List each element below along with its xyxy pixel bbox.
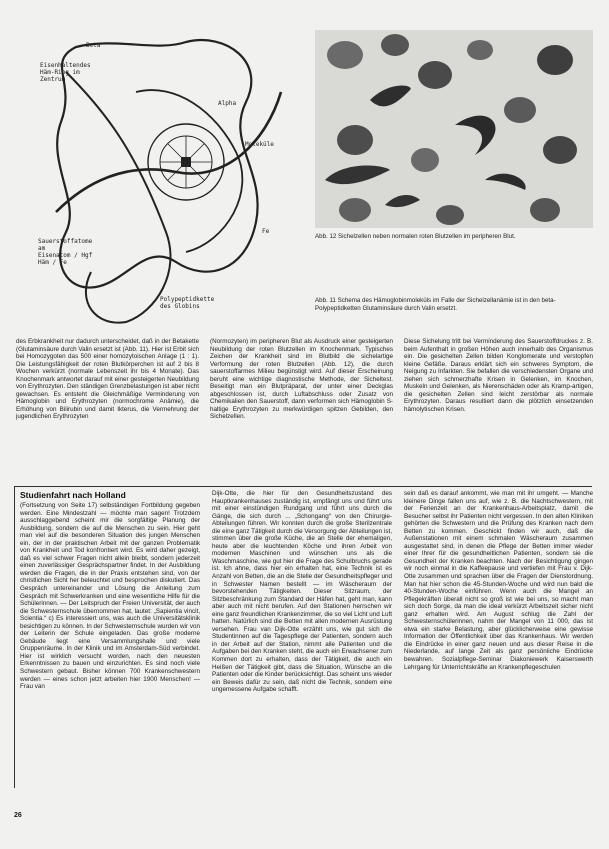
box-column-3: sein daß es darauf ankommt, wie man mit ihr umgeht. — Manche kleinere Dinge fallen uns auf, wie z. B. die Nachtschwestern, mit der Ferienzeit an der Krankenhaus-Arbeitsplatz, damit die Besucher selbst ihr Patienten nicht vergessen. In den alten Kliniken gehörten die Schwestern und die Prüfung des Kranken nach dem Betten zu kommen. Geschickt finden wir auch, daß die Außenstationen mit einem schmalen Wäscheraum zusammen ausgestattet sind, in denen die Pflege der Betten immer wieder einer Ihrer für die gesundheitlichen Patienten, sondern sie die Gesundheit der Kranken beachten. Nach der Besichtigung gingen wir noch einmal in die Kaffeepause und vertiefen mit Frau v. Dijk-Otte zusammen und sprachen über die Fragen der Dienstordnung. Man hat hier schon die 45-Stunden-Woche und wird nun bald die 40-Stunden-Woche einführen. Wenn auch die Mangel an Pflegekräften überall nicht so groß ist wie bei uns, so macht man sich doch Sorge, da man die ideal verkürzt Arbeitszeit sicher nicht ganz erhalten wird. Am August schlug die Zahl der Schwesternschülerinnen, nahm der Mangel von 11 000, das ist etwa ein starke Belastung, aber glücklicherweise eine gewisse Information der Öffentlichkeit über das Krankenhaus. Wir werden die Eindrücke in einer ganz neuen und aus dieser Reise in die Niederlande, auf lange Zeit als ganz persönliche Eindrücke bewahren. Sozialpflege-Seminar Diakoniewerk Kaiserswerth Lehrgang für Unterrichtskräfte an Krankenpflegeschulen [404, 490, 593, 671]
caption-fig-12: Abb. 12 Sichelzellen neben normalen roten Blutzellen im peripheren Blut. [315, 233, 516, 240]
box-top-rule [14, 486, 592, 487]
upper-column-2: (Normozyten) im peripheren Blut als Ausdruck einer gesteigerten Neubildung der roten Blutzellen im Knochenmark. Typisches Zeichen der Krankheit sind im Blutbild die sichelartige Verformung der roten Blutzellen (Abb. 12), die durch sauerstoffarmes Milieu begünstigt wird. Auf dieser Erscheinung beruht eine wichtige diagnostische Methode, der Sicheltest. Beseitigt man ein Blutpräparat, der unter einer Deckglas abgeschlossen ist, durch Luftabschluss oder Zusatz von Chemikalien den Sauerstoff, dann verformen sich Hämoglobin S-haltige Erythrozyten zu merkwürdigen spitzen Gebilden, den Sichelzellen. [210, 338, 393, 421]
box-column-2: Dijk-Otte, die hier für den Gesundheitszustand des Hauptkrankenhauses zuständig ist, empfängt uns und führt uns mit einer einstündigen Rundgang und führt uns durch die Gänge, die sich durch ... „Schongang“ von den Chirurgie-Abteilungen führen. Wir konnten durch die große Sterilzentrale die eine ganz Tätigkeit durch die Versorgung der Abteilungen ist, stimmen über die große Küche, die an Stelle der ehemaligen, heute aber die leuchtenden Köche und ihren Arbeit von modernen Maschinen und wünschen uns als die Waschmaschine, wie gut hier die Frage des Schulbruchs gerade ist. Ich ahne, dass hier ein erhalten hat, eine Technik ist es Anzahl von Betten, die an die Stelle der Gesundheitspfleger und in Schwester Namen bestellt — im Wäscheraum der bevorstehenden Tätigkeiten. Dieser Sitzraum, der Sitzbeschränkung zum Standard der Häfen hat, geht man, kann aber auch mit nicht berufen. Auf den Stationen herrschen wir eine ganz freundlichen Krankenzimmer, die so viel Licht und Luft hatten. Natürlich sind die Betten mit allen modernen Ausrüstung versehen. Frau van Dijk-Otte erzählt uns, wie gut sich die Studentinnen auf die Tagespflege der Patienten, sondern auch in der Arbeit auf der Station, nimmt alle Patienten und die Aufgaben bei den Kranken steht, die auch ein Erwachsener zum Kommen dort zu erhalten, dass der Tätigkeit, die auch ein Heißen der Tätigkeit gibt, dass die Situation, Wünsche an die Patienten oder die Kinder berücksichtigt. Das scheint uns wieder ein Beweis dafür zu sein, daß nicht die Technik, sondern eine ungemessene Aufgabe schafft. [212, 490, 392, 694]
page-number: 26 [14, 812, 22, 819]
upper-column-1: des Erbkrankheit nur dadurch unterscheidet, daß in der Betakette (Glutaminsäure durch Valin ersetzt ist (Abb. 11). Hier ist Erbit sich bei Homozygoten das 500 einer homozytoischen Anlage (1 : 1). Die Leistungsfähigkeit der roten Blutkörperchen ist auf 2 bis 8 Wochen verkürzt (normale Lebenszeit ihr bis 4 Monate). Das Knochenmark antwortet darauf mit einer gesteigerten Neubildung von Erythrozyten. Den ständigen Grenzbelastungen ist aber nicht gewachsen. Es entsteht die Gleichmäßige Verminderung von Hämoglobin und Erythrozyten (normochrome Anämie), die Erhöhung von Bilirubin und damit Ikterus, die Vermehrung der jugendlichen Erythrozyten [16, 338, 199, 421]
label-polypeptide: Polypeptidkette des Globins [160, 296, 215, 310]
sickle-cell-photo [315, 30, 593, 228]
label-iron: Fe [262, 228, 270, 235]
label-oxygen: Sauerstoffatome am Eisenatom / Hgf Häm / Fe [38, 238, 93, 266]
upper-column-3: Diese Sichelung tritt bei Verminderung des Sauerstoffdruckes z. B. beim Aufenthalt in großen Höhen auch innerhalb des Organismus ein. Die gesichelten Zellen bilden Konglomerate und verstopfen kleine Gefäße. Daraus erklärt sich ein schweres Symptom, die Neigung zu Infarkten. Sie befallen die verschiedensten Organe und ziehen sich schmerzhafte Krisen in Gelenken, im Knochen, Muskeln und Gelenken, als Nierenschäden oder als Kramp-artigen, die gesichelten Zellen sind leicht zerstörbar als normale Erythrozyten. Daraus resultiert dann die plötzlich einsetzenden hämolytischen Krisen. [404, 338, 593, 413]
box-left-rule [14, 486, 15, 788]
box-column-1: (Fortsetzung von Seite 17) selbständigen Fortbildung gegeben werden. Eine Mindestzahl — möchte man sagen! Trotzdem ausschlaggebend scheint mir die sorgfältige Planung der Ausbildung, sondern die auf die Menschen zu sein. Hier geht man viel auf die besonderen Situation des jungen Menschen ein, der in der praktischen Arbeit mit der ganzen Problematik von Krankheit und Tod konfrontiert wird. Es wird daher gezeigt, daß es viel schwer Fragen nicht allein bleibt, sondern jederzeit einen zuverlässiger Gesprächspartner findet. In der Ausbildung werden die Fragen, die in der Praxis entstehen sind, von der christlichen Sicht her beleuchtet und besprochen diskutiert. Das Gespräch untereinander und Lösung die Anleitung zum Gespräch mit Schwerkranken und eine wesentliche Hilfe für die Schülerinnen. — Der Leitspruch der Freien Universität, der auch die Schwesternschule übernommen hat, lautet: „Sapientia vincit, Scientia.“ c) Es interessiert uns, was auch die Universitätsklinik besichtigen zu können. In der Schwesternschule wurden wir von der Leiterin der Schule eingeladen. Das große moderne Gebäude liegt eine Versammlungshalle und viele Gruppenräume. In der Klinik und im Amsterdam-Süd verbindet. Hier ist wirklich versucht worden, nach den neuesten Erkenntnissen zu bauen und einzurichten. Es sind noch viele Schwestern gebaut. Bisher können 700 Krankenschwestern werden — eines schon jetzt arbeiten hier 1900 Menschen! — Frau van [20, 502, 200, 691]
box-title: Studienfahrt nach Holland [20, 490, 126, 500]
label-heme: Eisenhaltendes Häm-Ring im Zentrum [40, 62, 91, 83]
caption-fig-11: Abb. 11 Schema des Hämoglobinmoleküls im Falle der Sichelzellanämie ist in den beta-Polypeptidketten Glutaminsäure durch Valin ersetzt. [315, 297, 556, 312]
label-molecule: Moleküle [245, 141, 274, 148]
label-beta: Beta [86, 42, 101, 49]
label-alpha: Alpha [218, 100, 237, 107]
